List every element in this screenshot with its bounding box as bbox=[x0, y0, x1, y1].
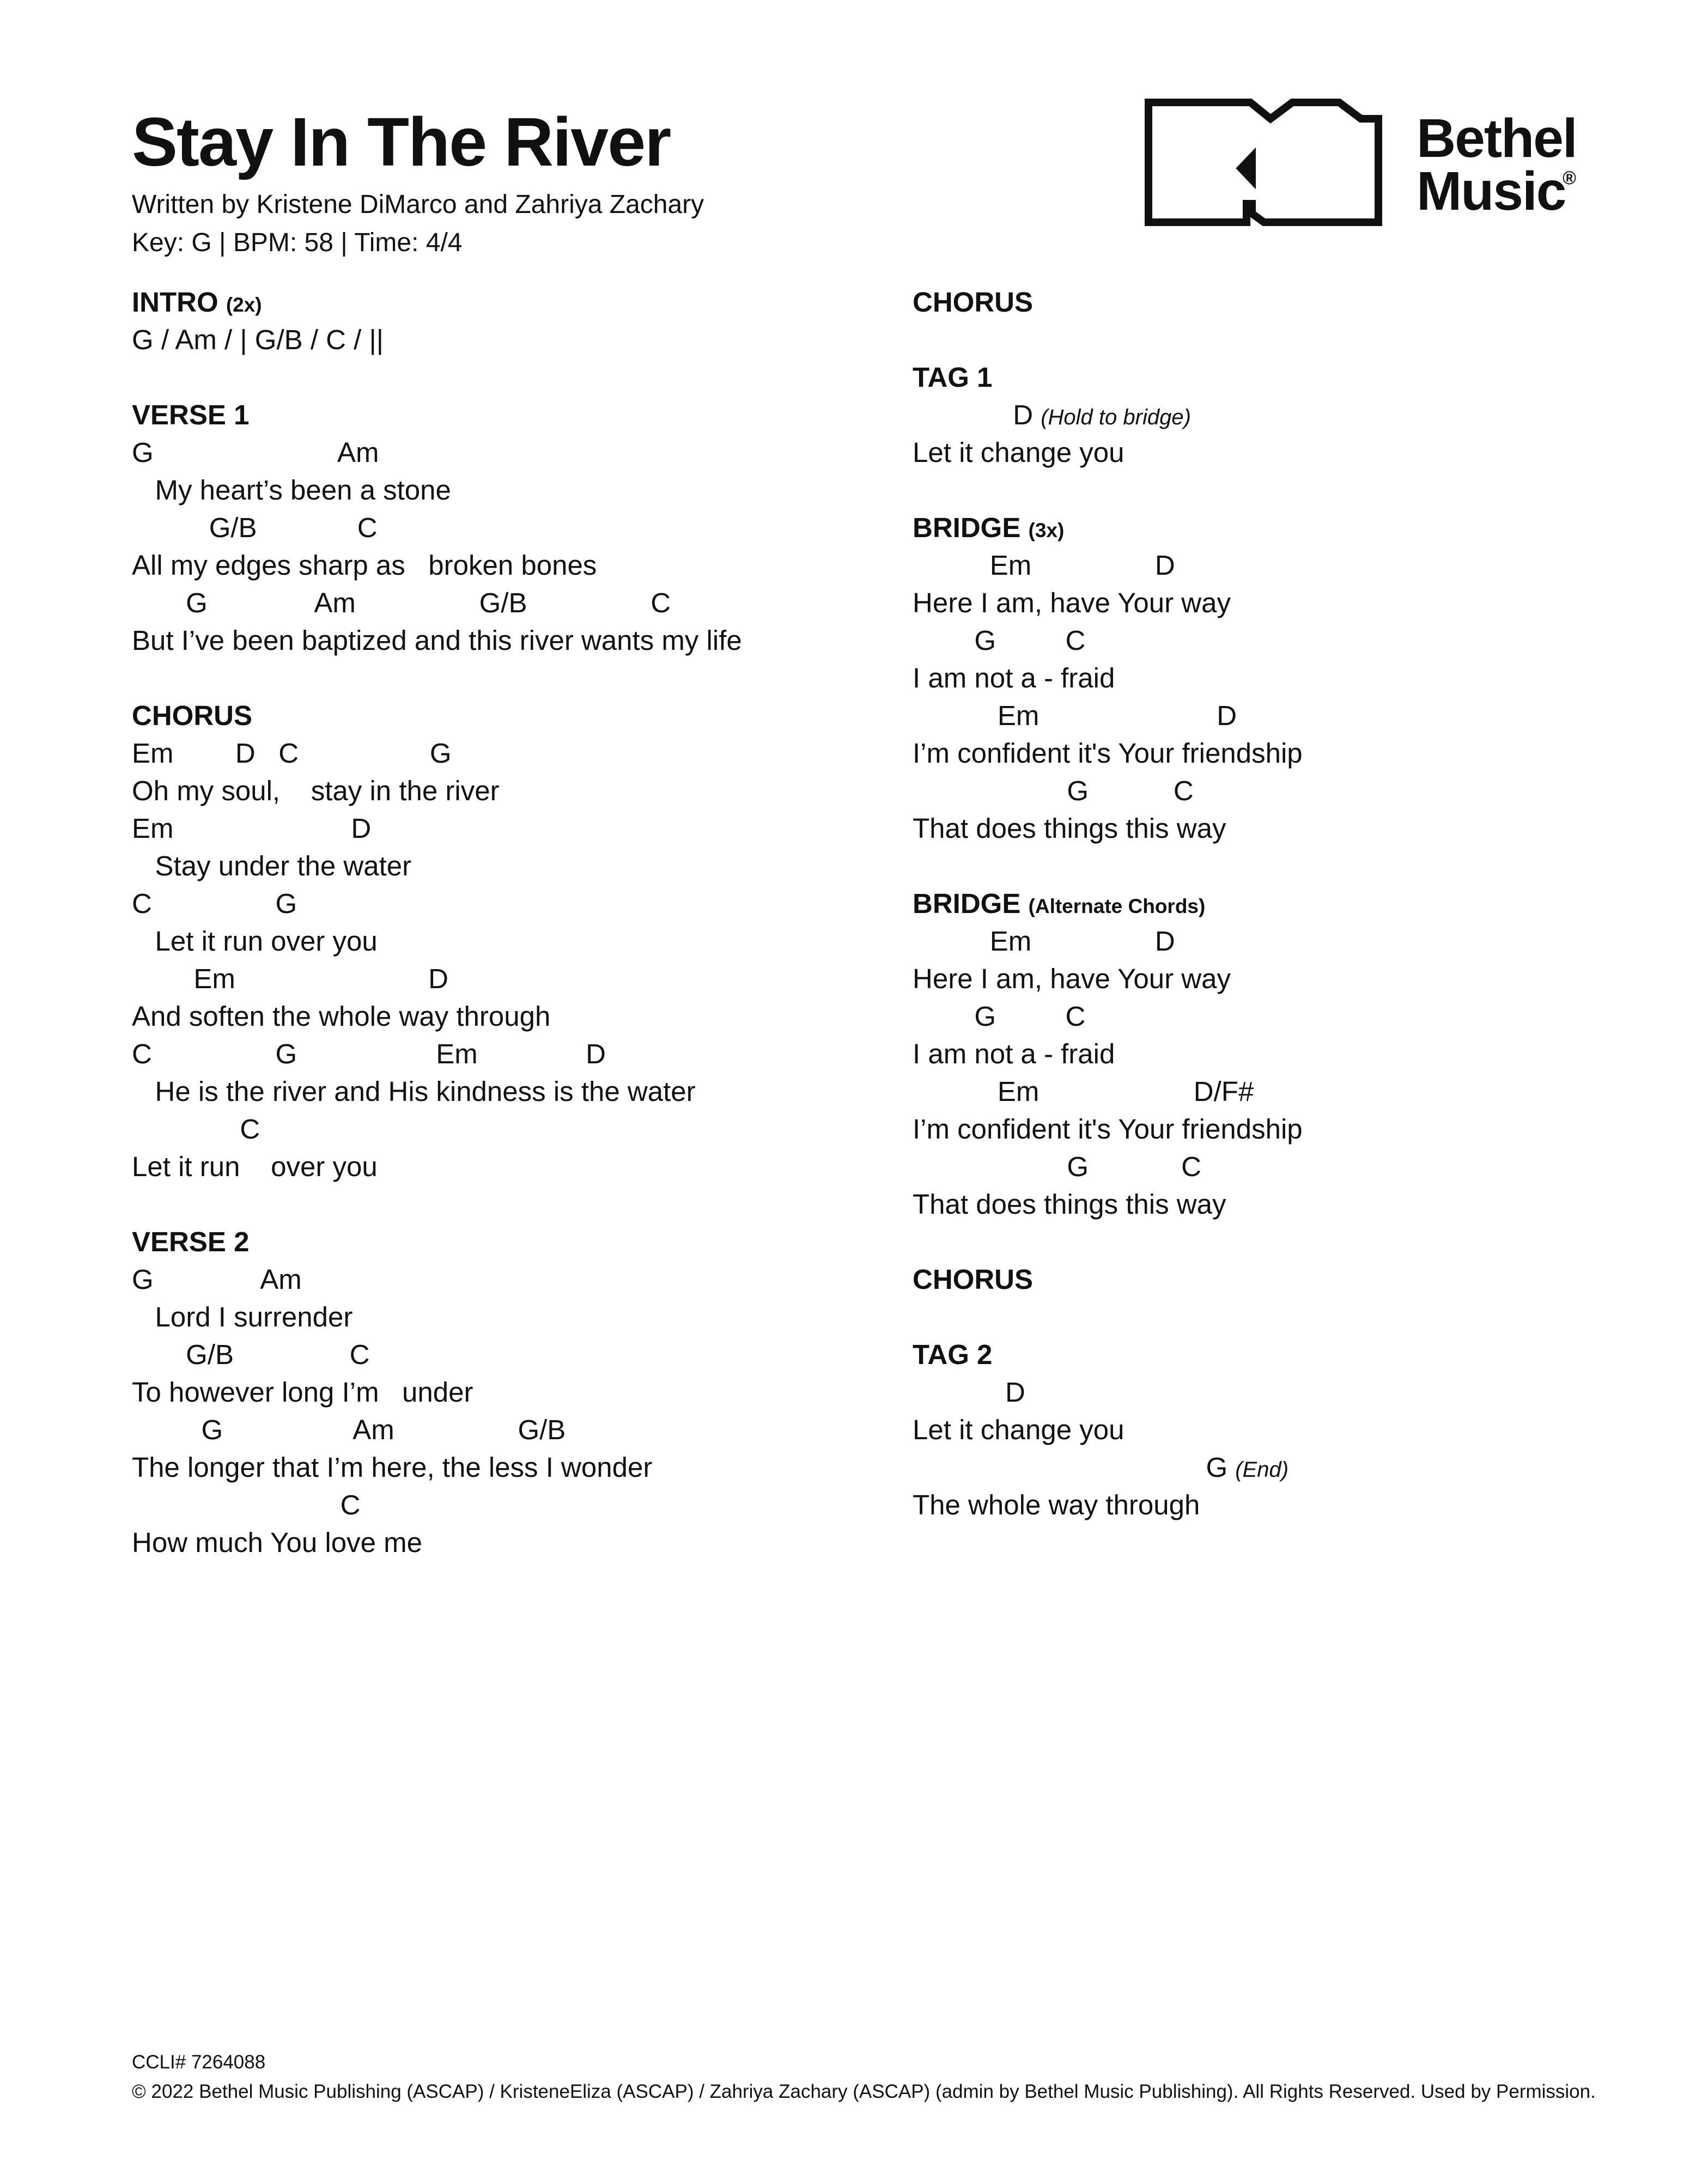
spacer-line bbox=[132, 358, 742, 396]
copyright-notice: © 2022 Bethel Music Publishing (ASCAP) / KristeneEliza (ASCAP) / Zahriya Zachary (ASCAP) (admin by Bethel Music Publishing). All Rights Reserved. Used by Permission. bbox=[132, 2081, 1596, 2102]
line-text: G bbox=[913, 1452, 1228, 1483]
lyric-line bbox=[913, 1110, 1303, 1148]
section-note: (2x) bbox=[226, 294, 262, 316]
line-text: G C bbox=[913, 625, 1086, 656]
line-text: How much You love me bbox=[132, 1527, 422, 1558]
lyric-line bbox=[913, 809, 1303, 847]
line-text: That does things this way bbox=[913, 1189, 1226, 1220]
chord-line bbox=[132, 321, 742, 358]
lyric-line bbox=[132, 1148, 742, 1185]
chord-line bbox=[913, 1073, 1303, 1110]
chord-line bbox=[913, 922, 1303, 960]
line-text: I am not a - fraid bbox=[913, 1038, 1115, 1069]
lyric-line bbox=[132, 1448, 742, 1486]
lyric-line bbox=[913, 960, 1303, 997]
line-text: Let it run over you bbox=[132, 1151, 378, 1182]
chart-right-column bbox=[913, 283, 1303, 1524]
spacer-line bbox=[913, 471, 1303, 509]
chord-line bbox=[132, 734, 742, 772]
song-writers: Written by Kristene DiMarco and Zahriya Zachary bbox=[132, 190, 704, 219]
bethel-music-logo bbox=[1144, 98, 1602, 229]
line-text: But I’ve been baptized and this river wants my life bbox=[132, 625, 742, 656]
lyric-line bbox=[913, 1411, 1303, 1448]
line-text: I’m confident it's Your friendship bbox=[913, 738, 1303, 769]
line-text: G Am bbox=[132, 1264, 302, 1295]
logo-text-bethel: Bethel bbox=[1417, 108, 1577, 169]
logo-registered-mark: ® bbox=[1563, 168, 1577, 188]
line-text: D bbox=[913, 399, 1034, 430]
chord-line bbox=[132, 584, 742, 622]
section-header-label: INTRO bbox=[132, 287, 218, 318]
line-text: My heart’s been a stone bbox=[132, 474, 451, 506]
chart-left-column bbox=[132, 283, 742, 1561]
line-text: Here I am, have Your way bbox=[913, 963, 1231, 994]
logo-mark-icon bbox=[1148, 102, 1378, 222]
lyric-line bbox=[913, 1486, 1303, 1524]
line-text: Em D C G bbox=[132, 738, 452, 769]
line-text: C bbox=[132, 1113, 260, 1145]
line-text: G C bbox=[913, 775, 1194, 806]
chord-line bbox=[132, 809, 742, 847]
performance-note: (End) bbox=[1235, 1458, 1289, 1482]
line-text: C G Em D bbox=[132, 1038, 606, 1069]
chord-line bbox=[913, 546, 1303, 584]
chord-line bbox=[132, 1336, 742, 1373]
lyric-line bbox=[132, 772, 742, 809]
chord-line bbox=[132, 1110, 742, 1148]
line-text: The whole way through bbox=[913, 1489, 1200, 1520]
section-header-label: TAG 2 bbox=[913, 1339, 993, 1370]
song-title: Stay In The River bbox=[132, 104, 671, 180]
chord-line bbox=[132, 1035, 742, 1073]
lyric-line bbox=[132, 1298, 742, 1336]
line-text: G Am G/B bbox=[132, 1414, 566, 1445]
section-header bbox=[913, 885, 1303, 922]
lyric-line bbox=[132, 1524, 742, 1561]
lyric-line bbox=[132, 622, 742, 659]
chord-line bbox=[913, 396, 1303, 434]
line-text: That does things this way bbox=[913, 813, 1226, 844]
line-text: Stay under the water bbox=[132, 850, 412, 881]
line-text: C G bbox=[132, 888, 297, 919]
section-header-label: BRIDGE bbox=[913, 512, 1021, 543]
section-header bbox=[913, 358, 1303, 396]
section-header bbox=[132, 697, 742, 734]
chord-line bbox=[913, 1448, 1303, 1486]
line-text: And soften the whole way through bbox=[132, 1001, 551, 1032]
spacer-line bbox=[913, 1223, 1303, 1261]
lyric-line bbox=[132, 922, 742, 960]
line-text: G/B C bbox=[132, 1339, 370, 1370]
spacer-line bbox=[132, 1185, 742, 1223]
section-note: (3x) bbox=[1028, 519, 1065, 541]
line-text: Let it run over you bbox=[132, 926, 378, 957]
chord-line bbox=[132, 1486, 742, 1524]
spacer-line bbox=[132, 659, 742, 697]
line-text: Lord I surrender bbox=[132, 1301, 353, 1332]
line-text: Em D bbox=[913, 926, 1175, 957]
performance-note: (Hold to bridge) bbox=[1041, 405, 1191, 429]
line-text: I’m confident it's Your friendship bbox=[913, 1113, 1303, 1145]
line-text: Em D bbox=[132, 963, 448, 994]
section-header bbox=[132, 396, 742, 434]
lyric-line bbox=[913, 659, 1303, 697]
spacer-line bbox=[913, 321, 1303, 358]
line-text: To however long I’m under bbox=[132, 1377, 473, 1408]
line-text: G Am G/B C bbox=[132, 587, 671, 618]
chord-line bbox=[913, 1148, 1303, 1185]
lyric-line bbox=[913, 1035, 1303, 1073]
chord-line bbox=[132, 885, 742, 922]
section-header-label: VERSE 2 bbox=[132, 1226, 250, 1257]
chord-line bbox=[132, 434, 742, 471]
section-header-label: CHORUS bbox=[913, 287, 1034, 318]
chord-line bbox=[913, 1373, 1303, 1411]
chord-line bbox=[132, 1411, 742, 1448]
lyric-line bbox=[913, 434, 1303, 471]
chord-line bbox=[132, 1261, 742, 1298]
logo-text-music: Music bbox=[1417, 161, 1566, 222]
section-header-label: CHORUS bbox=[913, 1264, 1034, 1295]
lyric-line bbox=[913, 734, 1303, 772]
lyric-line bbox=[913, 1185, 1303, 1223]
section-header-label: CHORUS bbox=[132, 700, 253, 731]
section-header bbox=[132, 1223, 742, 1261]
section-header-label: BRIDGE bbox=[913, 888, 1021, 919]
line-text: Em D/F# bbox=[913, 1076, 1254, 1107]
spacer-line bbox=[913, 847, 1303, 885]
section-note: (Alternate Chords) bbox=[1028, 895, 1206, 917]
section-header bbox=[913, 283, 1303, 321]
line-text: G Am bbox=[132, 437, 379, 468]
ccli-number: CCLI# 7264088 bbox=[132, 2052, 266, 2073]
line-text: Em D bbox=[913, 550, 1175, 581]
line-text: Let it change you bbox=[913, 437, 1125, 468]
chord-line bbox=[913, 622, 1303, 659]
song-key-bpm-time: Key: G | BPM: 58 | Time: 4/4 bbox=[132, 228, 463, 257]
line-text: All my edges sharp as broken bones bbox=[132, 550, 597, 581]
line-text: Em D bbox=[913, 700, 1237, 731]
chord-line bbox=[913, 997, 1303, 1035]
chord-line bbox=[913, 697, 1303, 734]
chord-line bbox=[132, 960, 742, 997]
chord-line bbox=[132, 509, 742, 546]
chord-line bbox=[913, 772, 1303, 809]
line-text: G / Am / | G/B / C / || bbox=[132, 324, 384, 355]
section-header bbox=[913, 1336, 1303, 1373]
line-text: D bbox=[913, 1377, 1025, 1408]
line-text: G/B C bbox=[132, 512, 378, 543]
spacer-line bbox=[913, 1298, 1303, 1336]
lyric-line bbox=[913, 584, 1303, 622]
line-text: The longer that I’m here, the less I wonder bbox=[132, 1452, 653, 1483]
line-text: Em D bbox=[132, 813, 372, 844]
lyric-line bbox=[132, 847, 742, 885]
section-header-label: TAG 1 bbox=[913, 362, 993, 393]
lyric-line bbox=[132, 1373, 742, 1411]
line-text: Oh my soul, stay in the river bbox=[132, 775, 500, 806]
lyric-line bbox=[132, 546, 742, 584]
line-text: C bbox=[132, 1489, 361, 1520]
line-text: He is the river and His kindness is the water bbox=[132, 1076, 696, 1107]
section-header-label: VERSE 1 bbox=[132, 399, 250, 430]
lyric-line bbox=[132, 471, 742, 509]
section-header bbox=[913, 1261, 1303, 1298]
lyric-line bbox=[132, 1073, 742, 1110]
line-text: I am not a - fraid bbox=[913, 662, 1115, 693]
line-text: G C bbox=[913, 1001, 1086, 1032]
line-text: Let it change you bbox=[913, 1414, 1125, 1445]
lyric-line bbox=[132, 997, 742, 1035]
section-header bbox=[913, 509, 1303, 546]
line-text: G C bbox=[913, 1151, 1201, 1182]
line-text: Here I am, have Your way bbox=[913, 587, 1231, 618]
section-header bbox=[132, 283, 742, 321]
